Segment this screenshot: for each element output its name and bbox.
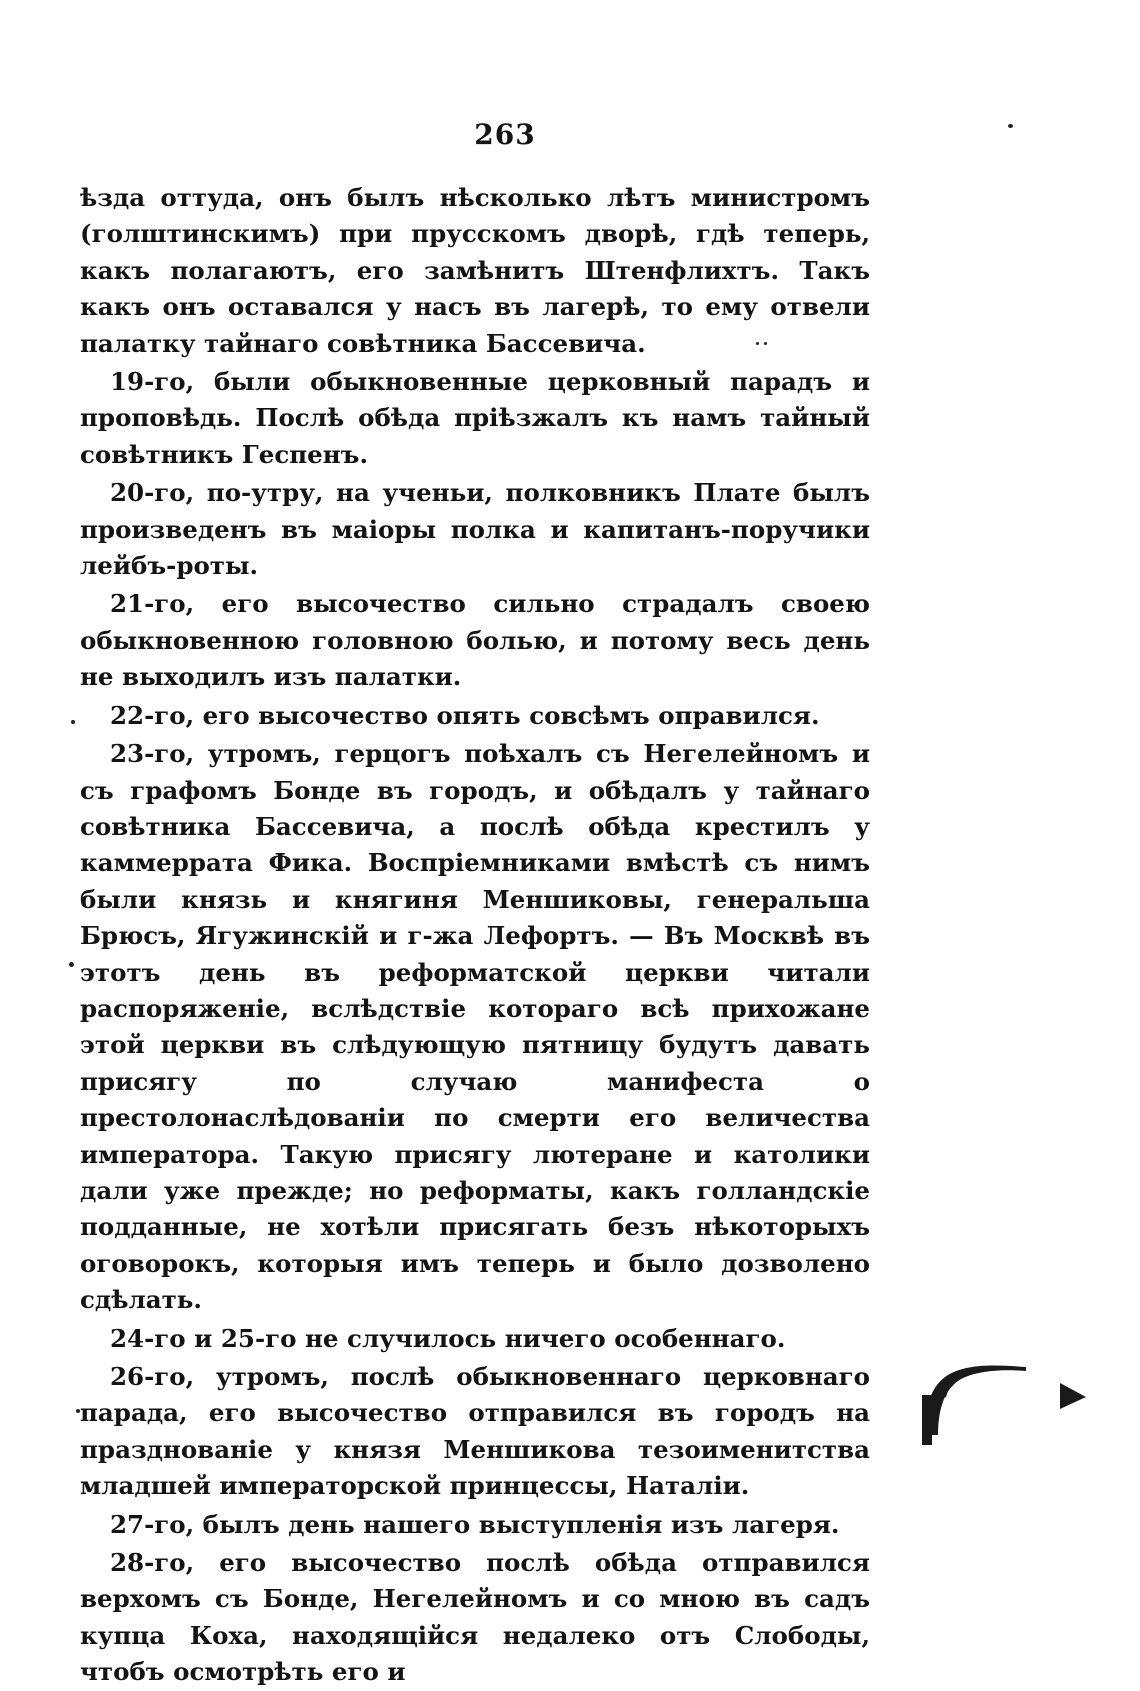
paragraph: ѣзда оттуда, онъ былъ нѣсколько лѣтъ министромъ (голштинскимъ) при прусскомъ дворѣ, гдѣ теперь, какъ полагаютъ, его замѣнитъ Штенфлихтъ. Такъ какъ онъ оставался у насъ въ лагерѣ, то ему отвели палатку тайнаго совѣтника Бассевича. [80, 183, 870, 358]
paragraph: 21-го, его высочество сильно страдалъ своею обыкновенною головною болью, и потому весь день не выходилъ изъ палатки. [80, 589, 870, 692]
paragraph: 20-го, по-утру, на ученьи, полковникъ Плате былъ произведенъ въ маіоры полка и капитанъ-поручики лейбъ-роты. [80, 478, 870, 581]
scan-arrow-artifact [1060, 1383, 1086, 1409]
page-number: 263 [474, 118, 536, 151]
paragraph: 26-го, утромъ, послѣ обыкновеннаго церковнаго парада, его высочество отправился въ городъ на празднованіе у князя Меншикова тезоименитства младшей императорской принцессы, Наталіи. [80, 1362, 870, 1501]
paragraph: 24-го и 25-го не случилось ничего особеннаго. [110, 1323, 786, 1353]
scan-speck [71, 720, 75, 724]
scan-speck [69, 962, 74, 967]
scan-speck [76, 1409, 80, 1413]
scan-speck [756, 342, 759, 345]
paragraph: 27-го, былъ день нашего выступленія изъ лагеря. [110, 1509, 840, 1539]
paragraph: 28-го, его высочество послѣ обѣда отправился верхомъ съ Бонде, Негелейномъ и со мною въ садъ купца Коха, находящійся недалеко отъ Слободы, чтобъ осмотрѣть его и [80, 1548, 870, 1687]
body-text [80, 180, 870, 1691]
paragraph: 23-го, утромъ, герцогъ поѣхалъ съ Негелейномъ и съ графомъ Бонде въ городъ, и обѣдалъ у тайнаго совѣтника Бассевича, а послѣ обѣда крестилъ у каммеррата Фика. Воспріемниками вмѣстѣ съ нимъ были князь и княгиня Меншиковы, генеральша Брюсъ, Ягужинскій и г-жа Лефортъ. — Въ Москвѣ въ этотъ день въ реформатской церкви читали распоряженіе, вслѣдствіе котораго всѣ прихожане этой церкви въ слѣдующую пятницу будутъ давать присягу по случаю манифеста о престолонаслѣдованіи по смерти его величества императора. Такую присягу лютеране и католики дали уже прежде; но реформаты, какъ голландскіе подданные, не хотѣли присягать безъ нѣкоторыхъ оговорокъ, которыя имъ теперь и было дозволено сдѣлать. [80, 739, 870, 1315]
paragraph: 19-го, были обыкновенные церковный парадъ и проповѣдь. Послѣ обѣда пріѣзжалъ къ намъ тайный совѣтникъ Геспенъ. [80, 367, 870, 469]
scan-speck [1008, 124, 1013, 128]
scan-speck [764, 342, 767, 345]
scan-artifact [918, 1355, 1028, 1445]
paragraph: 22-го, его высочество опять совсѣмъ оправился. [110, 700, 820, 730]
